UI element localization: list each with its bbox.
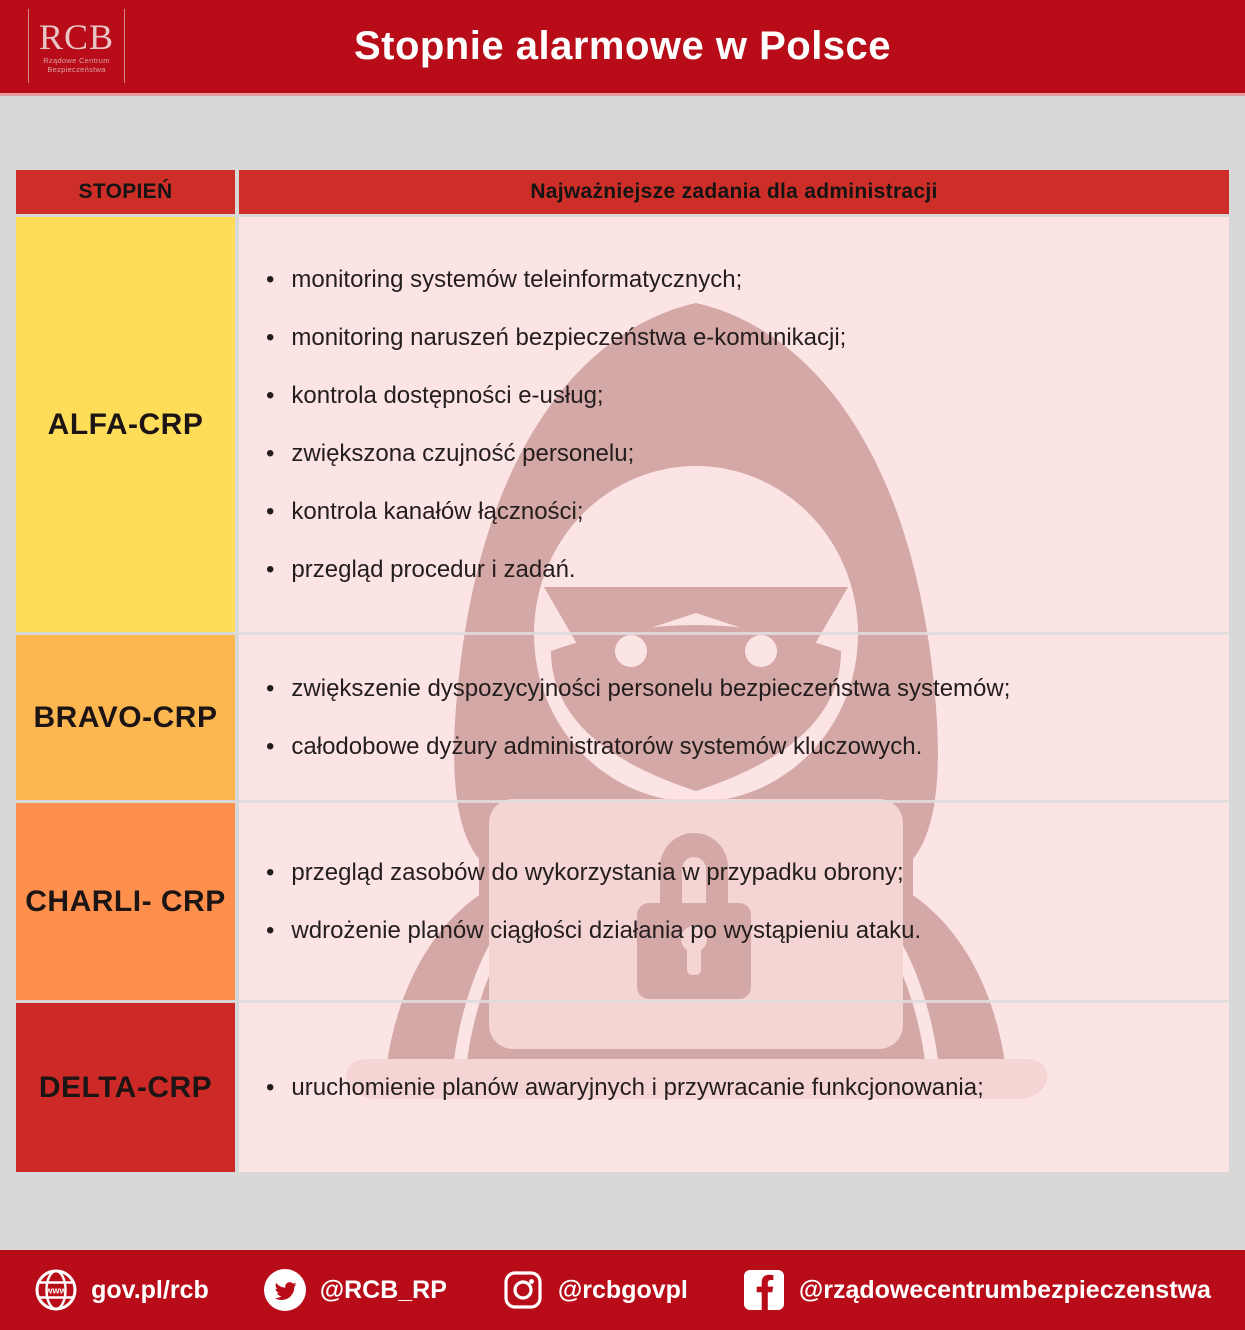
footer-link-twitter[interactable] (263, 1268, 447, 1312)
footer-bar (0, 1250, 1245, 1330)
row-divider (239, 632, 1229, 635)
task-item: • kontrola dostępności e-usług; (266, 383, 1219, 409)
tasks-bravo (239, 635, 1229, 800)
level-cell-alfa: ALFA-CRP (16, 217, 235, 632)
tasks-column-header: Najważniejsze zadania dla administracji (239, 170, 1229, 214)
task-item: • przegląd procedur i zadań. (266, 557, 1219, 583)
page-title: Stopnie alarmowe w Polsce (353, 24, 892, 68)
level-cell-delta: DELTA-CRP (16, 1003, 235, 1172)
tasks-delta (239, 1003, 1229, 1172)
level-cell-bravo: BRAVO-CRP (16, 635, 235, 800)
task-item: • kontrola kanałów łączności; (266, 499, 1219, 525)
level-column (16, 170, 235, 1175)
footer-link-label: @rządowecentrumbezpieczenstwa (798, 1275, 1211, 1304)
tasks-alfa (239, 217, 1229, 632)
rcb-logo-subtitle: Rządowe Centrum Bezpieczeństwa (43, 56, 110, 74)
task-item: • wdrożenie planów ciągłości działania po wystąpieniu ataku. (266, 918, 1219, 944)
task-item: • monitoring systemów teleinformatycznych; (266, 267, 1219, 293)
task-item: • zwiększona czujność personelu; (266, 441, 1219, 467)
alert-levels-table (16, 170, 1229, 1175)
globe-icon (34, 1268, 78, 1312)
tasks-body (239, 217, 1229, 1172)
rcb-logo (28, 9, 125, 83)
svg-text:www: www (45, 1285, 67, 1296)
facebook-icon (742, 1268, 786, 1312)
footer-link-label: @RCB_RP (319, 1275, 447, 1304)
footer-link-instagram[interactable] (501, 1268, 688, 1312)
twitter-icon (263, 1268, 307, 1312)
row-divider (239, 1000, 1229, 1003)
footer-link-label: @rcbgovpl (557, 1275, 688, 1304)
tasks-charli (239, 803, 1229, 1000)
level-column-header: STOPIEŃ (16, 170, 235, 214)
instagram-icon (501, 1268, 545, 1312)
task-item: • całodobowe dyżury administratorów systemów kluczowych. (266, 734, 1219, 760)
task-item: • zwiększenie dyspozycyjności personelu bezpieczeństwa systemów; (266, 676, 1219, 702)
rcb-logo-acronym: RCB (39, 17, 115, 57)
tasks-column (239, 170, 1229, 1175)
row-divider (239, 800, 1229, 803)
footer-link-facebook[interactable] (742, 1268, 1211, 1312)
task-item: • monitoring naruszeń bezpieczeństwa e-komunikacji; (266, 325, 1219, 351)
level-cell-charli: CHARLI- CRP (16, 803, 235, 1000)
footer-link-label: gov.pl/rcb (91, 1275, 209, 1304)
top-header-bar (0, 0, 1245, 96)
task-item: • przegląd zasobów do wykorzystania w przypadku obrony; (266, 860, 1219, 886)
footer-link-govpl[interactable] (34, 1268, 209, 1312)
task-item: • uruchomienie planów awaryjnych i przywracanie funkcjonowania; (266, 1075, 1219, 1101)
